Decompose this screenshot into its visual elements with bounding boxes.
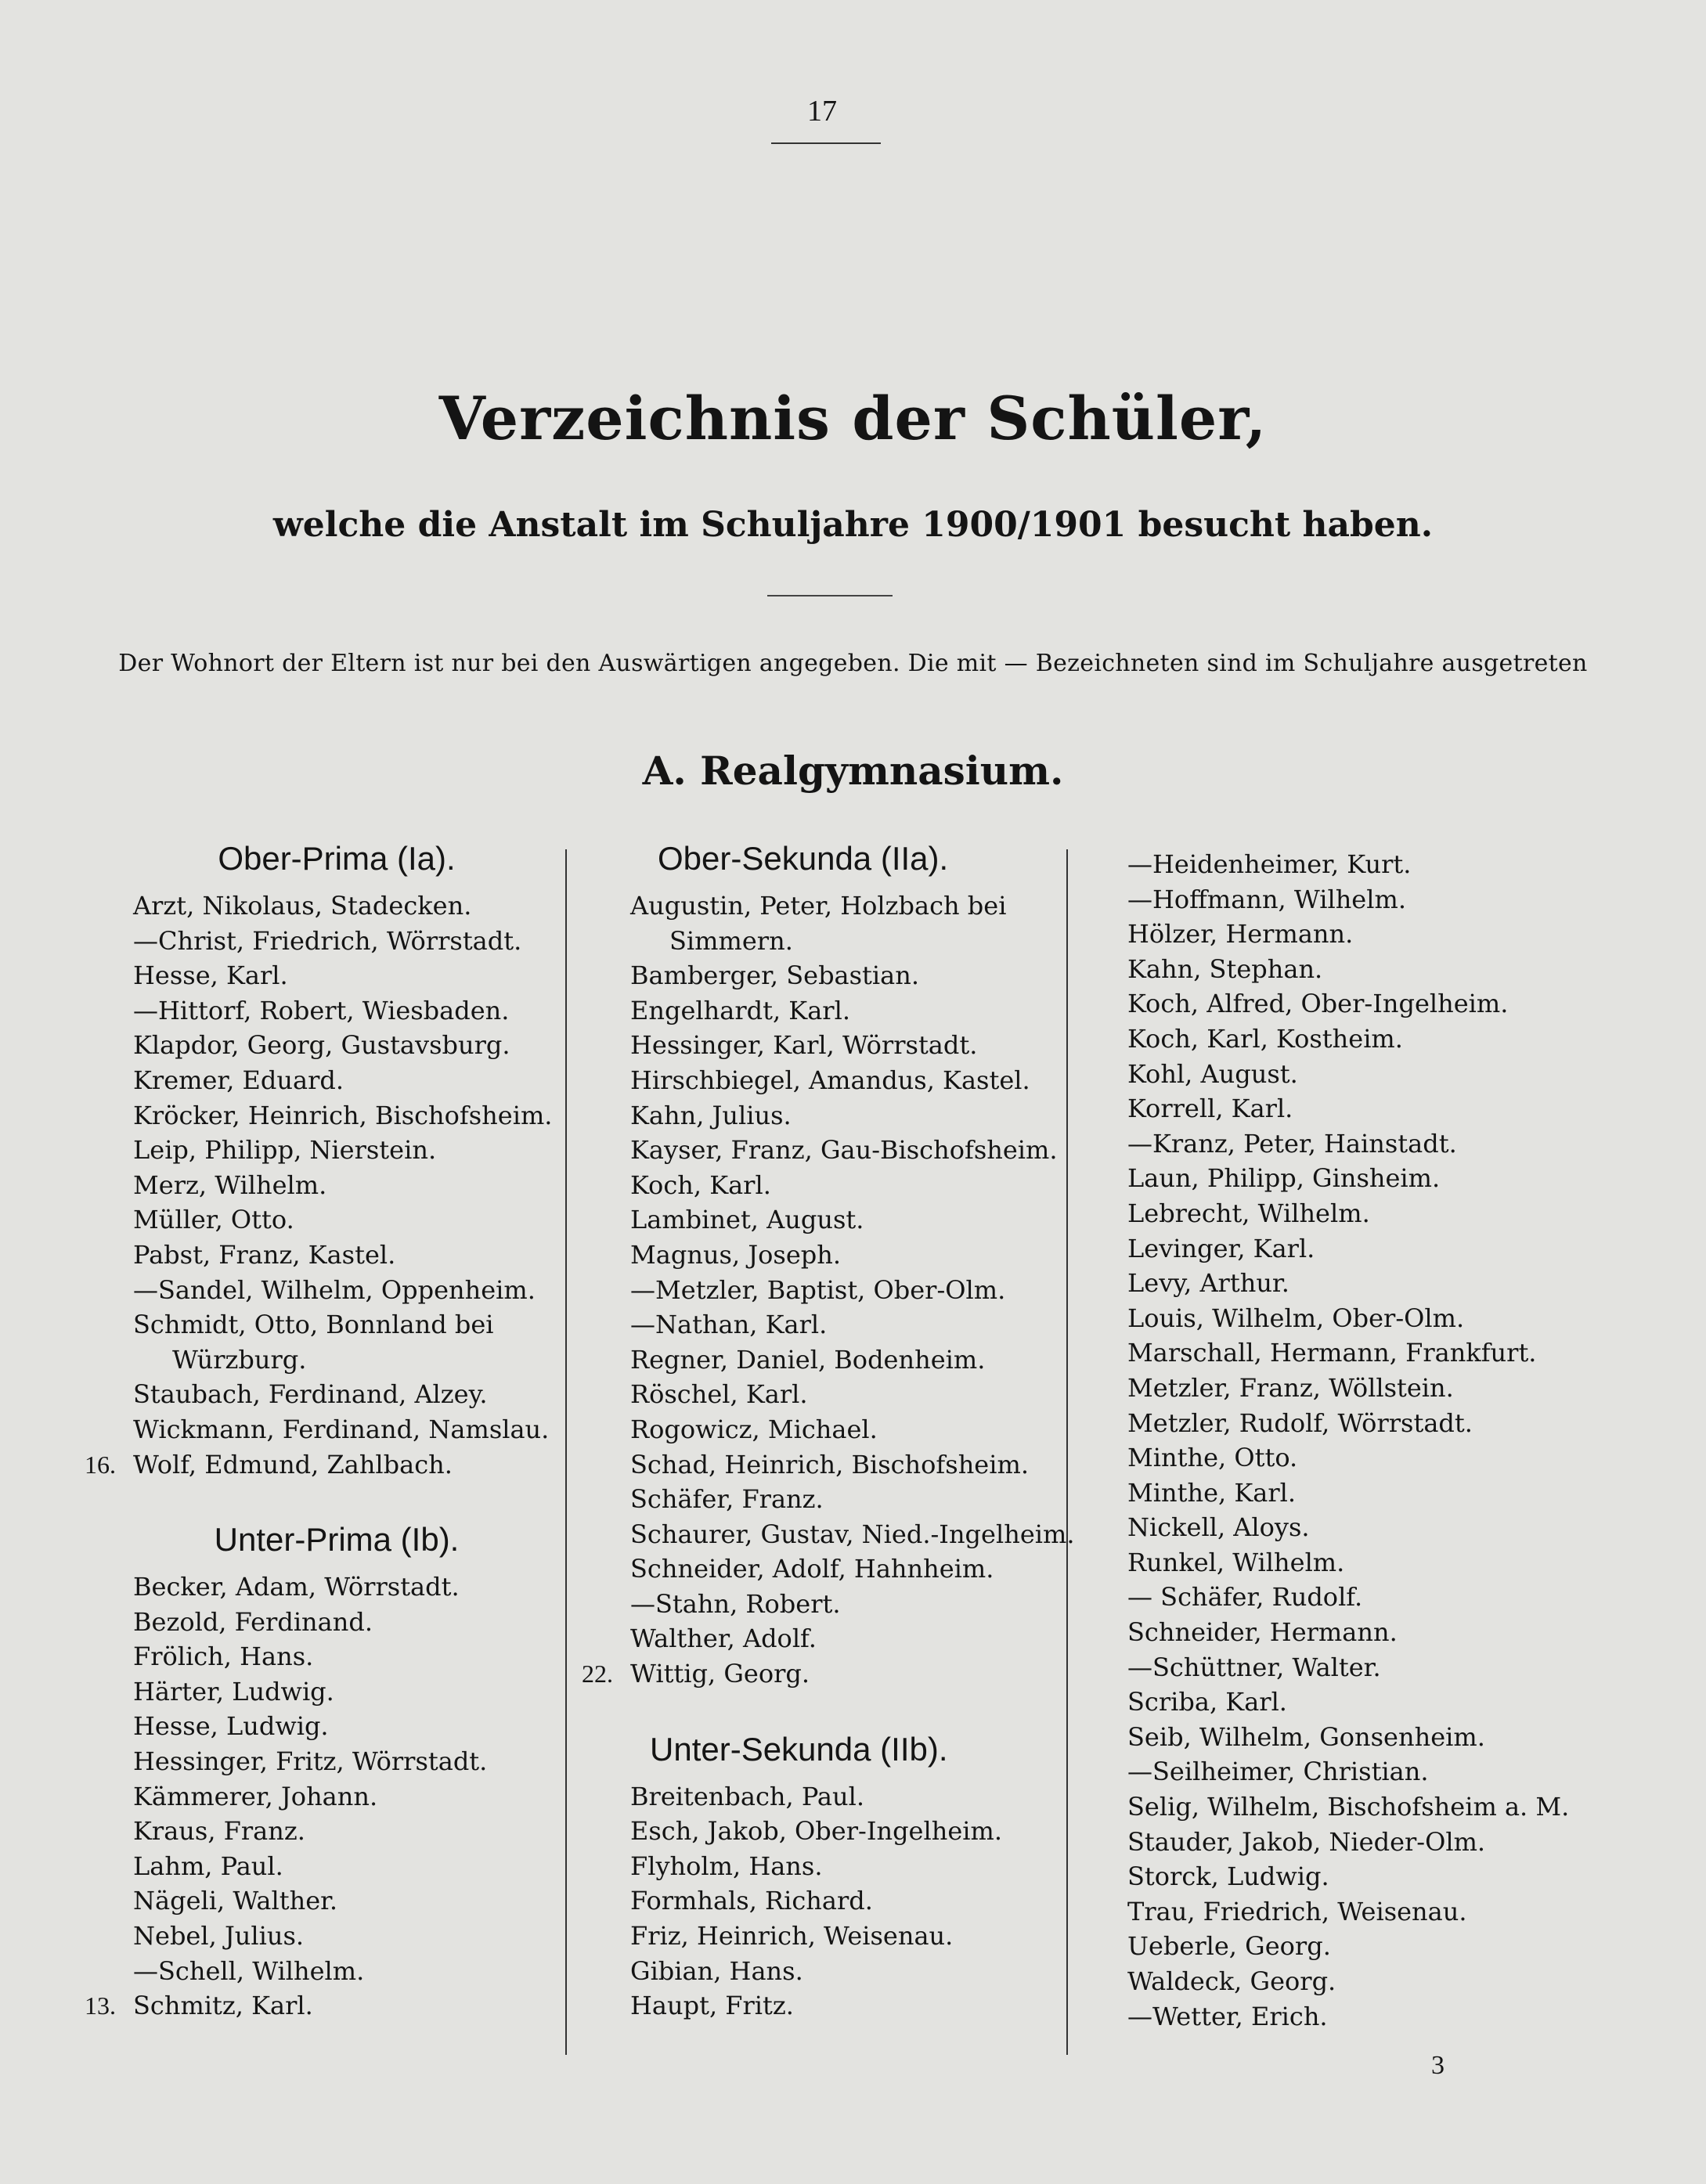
list-item: Hölzer, Hermann. <box>1127 919 1354 950</box>
list-item: Storck, Ludwig. <box>1127 1861 1329 1892</box>
class-heading-ober-prima: Ober-Prima (Ia). <box>218 840 456 877</box>
student-name: Schmitz, Karl. <box>133 1991 313 2021</box>
list-item: —Schell, Wilhelm. <box>133 1955 365 1986</box>
list-item: Kraus, Franz. <box>133 1816 305 1847</box>
class-heading-unter-prima: Unter-Prima (Ib). <box>214 1521 460 1559</box>
list-item: Müller, Otto. <box>133 1205 294 1235</box>
list-item: Lambinet, August. <box>630 1205 864 1235</box>
list-item: —Kranz, Peter, Hainstadt. <box>1127 1128 1457 1159</box>
list-item: Ueberle, Georg. <box>1127 1931 1331 1962</box>
list-item: Louis, Wilhelm, Ober-Olm. <box>1127 1303 1465 1333</box>
list-item: Hesse, Ludwig. <box>133 1711 329 1742</box>
page-number: 17 <box>807 95 837 128</box>
list-item: Schaurer, Gustav, Nied.-Ingelheim. <box>630 1519 1075 1549</box>
list-item: —Nathan, Karl. <box>630 1310 828 1340</box>
column-divider-1 <box>565 849 567 2055</box>
list-item: Trau, Friedrich, Weisenau. <box>1127 1896 1467 1926</box>
list-item: Engelhardt, Karl. <box>630 995 850 1025</box>
student-count: 22. <box>582 1660 613 1688</box>
list-item: Waldeck, Georg. <box>1127 1966 1336 1996</box>
column-2 <box>582 834 1075 2024</box>
list-item: Rogowicz, Michael. <box>630 1414 878 1444</box>
list-item: Haupt, Fritz. <box>630 1991 794 2021</box>
list-item: —Hoffmann, Wilhelm. <box>1127 884 1406 914</box>
list-item: Breitenbach, Paul. <box>630 1781 865 1811</box>
list-item: Frölich, Hans. <box>133 1642 314 1672</box>
page-subtitle: welche die Anstalt im Schuljahre 1900/1901 besucht haben. <box>272 505 1434 545</box>
list-item: Pabst, Franz, Kastel. <box>133 1239 396 1270</box>
list-item: Hesse, Karl. <box>133 960 288 991</box>
list-item-last <box>85 1447 540 1483</box>
list-item: Kahn, Stephan. <box>1127 953 1323 984</box>
column-1 <box>85 834 553 2024</box>
list-item: —Schüttner, Walter. <box>1127 1652 1381 1682</box>
list-item: Merz, Wilhelm. <box>133 1169 327 1200</box>
list-item: Klapdor, Georg, Gustavsburg. <box>133 1030 510 1061</box>
list-item: Kröcker, Heinrich, Bischofsheim. <box>133 1100 553 1130</box>
list-item: Selig, Wilhelm, Bischofsheim a. M. <box>1127 1792 1570 1822</box>
list-item: Flyholm, Hans. <box>630 1851 823 1881</box>
list-item: Minthe, Otto. <box>1127 1443 1298 1473</box>
list-item: Kämmerer, Johann. <box>133 1781 378 1811</box>
class-heading-ober-sekunda: Ober-Sekunda (IIa). <box>658 840 949 877</box>
list-item-last <box>582 1656 1069 1692</box>
unter-prima-list <box>85 1570 540 2024</box>
column-3 <box>1127 847 1628 2034</box>
list-item: Kayser, Franz, Gau-Bischofsheim. <box>630 1135 1058 1166</box>
explanatory-note: Der Wohnort der Eltern ist nur bei den Auswärtigen angegeben. Die mit — Bezeichneten sind im Schuljahre ausgetreten <box>118 650 1588 677</box>
list-item: Würzburg. <box>172 1344 307 1375</box>
list-item: Kremer, Eduard. <box>133 1065 344 1095</box>
list-item: Korrell, Karl. <box>1127 1094 1293 1124</box>
list-item: Hessinger, Fritz, Wörrstadt. <box>133 1746 488 1777</box>
list-item: Koch, Alfred, Ober-Ingelheim. <box>1127 989 1509 1019</box>
list-item: Schäfer, Franz. <box>630 1484 824 1515</box>
list-item: Schneider, Hermann. <box>1127 1617 1398 1648</box>
ober-sekunda-list <box>582 888 1075 1692</box>
section-heading: A. Realgymnasium. <box>642 748 1064 794</box>
unter-sekunda-list <box>630 1779 1069 2024</box>
page-title: Verzeichnis der Schüler, <box>438 384 1268 453</box>
list-item: —Seilheimer, Christian. <box>1127 1757 1429 1787</box>
page-number-rule <box>771 142 881 144</box>
list-item: Augustin, Peter, Holzbach bei <box>630 891 1007 921</box>
class-heading-unter-sekunda: Unter-Sekunda (IIb). <box>650 1730 948 1768</box>
list-item: Stauder, Jakob, Nieder-Olm. <box>1127 1826 1486 1857</box>
list-item: Formhals, Richard. <box>630 1886 873 1916</box>
student-count: 13. <box>85 1991 116 2020</box>
list-item: Leip, Philipp, Nierstein. <box>133 1135 437 1166</box>
list-item: Simmern. <box>669 925 793 956</box>
list-item: —Hittorf, Robert, Wiesbaden. <box>133 995 510 1025</box>
list-item: Runkel, Wilhelm. <box>1127 1547 1345 1577</box>
list-item: Schneider, Adolf, Hahnheim. <box>630 1554 994 1584</box>
list-item: Friz, Heinrich, Weisenau. <box>630 1921 954 1952</box>
list-item: Lebrecht, Wilhelm. <box>1127 1198 1370 1228</box>
list-item: Nickell, Aloys. <box>1127 1512 1310 1543</box>
list-item: Koch, Karl, Kostheim. <box>1127 1023 1403 1054</box>
ober-prima-list <box>85 888 553 1482</box>
list-item: Scriba, Karl. <box>1127 1687 1287 1717</box>
list-item: Marschall, Hermann, Frankfurt. <box>1127 1338 1537 1368</box>
list-item: Minthe, Karl. <box>1127 1477 1297 1508</box>
list-item: — Schäfer, Rudolf. <box>1127 1582 1363 1613</box>
list-item: Regner, Daniel, Bodenheim. <box>630 1344 986 1375</box>
list-item: Nebel, Julius. <box>133 1921 305 1952</box>
divider <box>767 595 893 596</box>
list-item: Bezold, Ferdinand. <box>133 1606 373 1637</box>
student-count: 16. <box>85 1450 116 1479</box>
unter-sekunda-list-continued <box>1127 847 1628 2034</box>
list-item: Schmidt, Otto, Bonnland bei <box>133 1310 494 1340</box>
list-item: —Stahn, Robert. <box>630 1588 841 1619</box>
list-item: Magnus, Joseph. <box>630 1239 842 1270</box>
column-divider-2 <box>1066 849 1068 2055</box>
list-item: —Heidenheimer, Kurt. <box>1127 849 1412 879</box>
list-item-last <box>85 1988 540 2024</box>
list-item: Arzt, Nikolaus, Stadecken. <box>133 891 472 921</box>
list-item: Hessinger, Karl, Wörrstadt. <box>630 1030 978 1061</box>
signature-number: 3 <box>1431 2051 1445 2080</box>
list-item: Bamberger, Sebastian. <box>630 960 919 991</box>
list-item: —Sandel, Wilhelm, Oppenheim. <box>133 1274 536 1305</box>
student-name: Wolf, Edmund, Zahlbach. <box>133 1449 453 1479</box>
list-item: Becker, Adam, Wörrstadt. <box>133 1572 460 1602</box>
list-item: Kohl, August. <box>1127 1058 1298 1089</box>
list-item: —Wetter, Erich. <box>1127 2001 1328 2031</box>
list-item: Lahm, Paul. <box>133 1851 283 1881</box>
list-item: Staubach, Ferdinand, Alzey. <box>133 1379 488 1410</box>
list-item: —Metzler, Baptist, Ober-Olm. <box>630 1274 1006 1305</box>
list-item: Laun, Philipp, Ginsheim. <box>1127 1163 1441 1194</box>
list-item: Levy, Arthur. <box>1127 1268 1289 1299</box>
list-item: Wickmann, Ferdinand, Namslau. <box>133 1414 550 1444</box>
student-name: Wittig, Georg. <box>630 1659 810 1689</box>
list-item: Levinger, Karl. <box>1127 1233 1315 1263</box>
list-item: Metzler, Franz, Wöllstein. <box>1127 1372 1454 1403</box>
list-item: Kahn, Julius. <box>630 1100 792 1130</box>
list-item: Metzler, Rudolf, Wörrstadt. <box>1127 1407 1473 1438</box>
list-item: Gibian, Hans. <box>630 1955 803 1986</box>
list-item: Härter, Ludwig. <box>133 1676 334 1706</box>
list-item: —Christ, Friedrich, Wörrstadt. <box>133 925 522 956</box>
list-item: Schad, Heinrich, Bischofsheim. <box>630 1449 1029 1479</box>
list-item: Nägeli, Walther. <box>133 1886 338 1916</box>
list-item: Hirschbiegel, Amandus, Kastel. <box>630 1065 1030 1095</box>
list-item: Seib, Wilhelm, Gonsenheim. <box>1127 1721 1485 1752</box>
list-item: Röschel, Karl. <box>630 1379 808 1410</box>
list-item: Esch, Jakob, Ober-Ingelheim. <box>630 1816 1003 1847</box>
list-item: Walther, Adolf. <box>630 1624 817 1654</box>
list-item: Koch, Karl. <box>630 1169 771 1200</box>
